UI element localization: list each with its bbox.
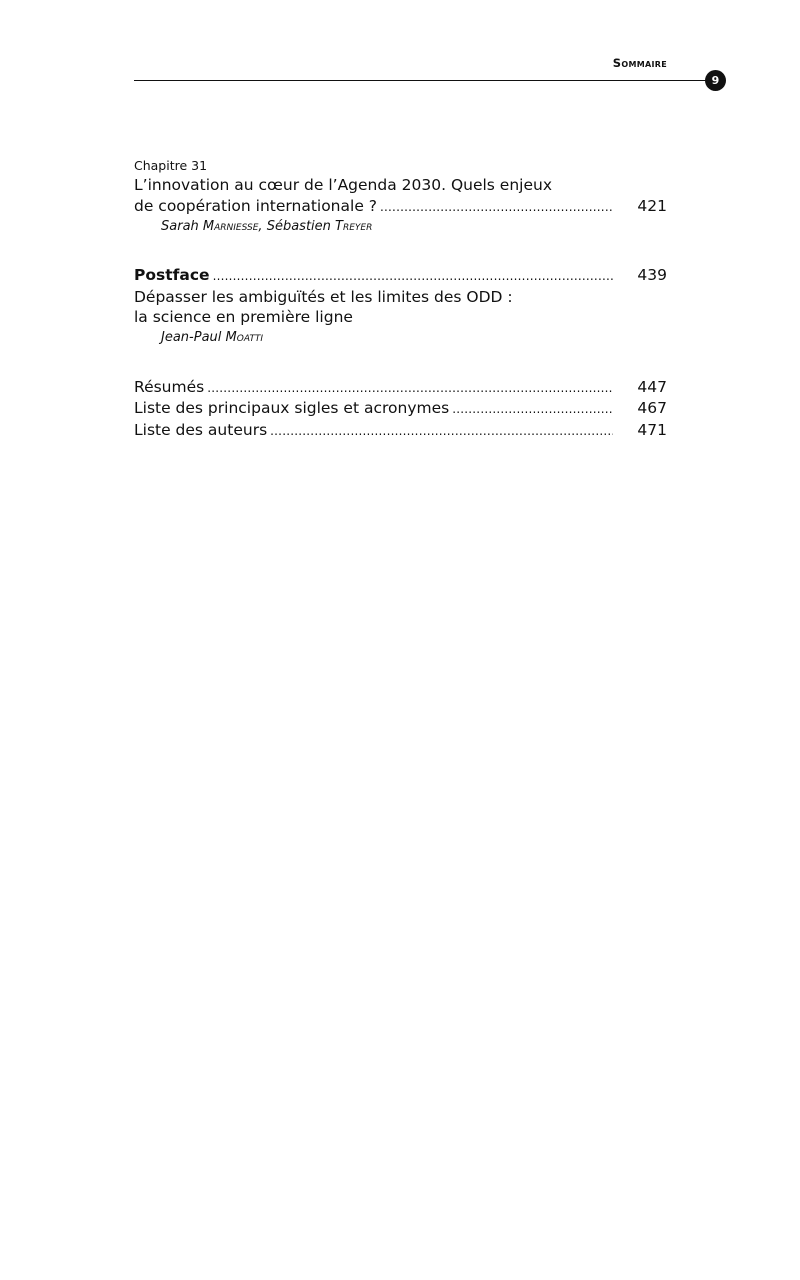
chapter-title-line-1: L’innovation au cœur de l’Agenda 2030. Quels enjeux [134, 176, 553, 194]
page-ref: 447 [637, 377, 667, 396]
running-head: Sommaire [612, 56, 667, 70]
postface-heading: Postface [134, 266, 210, 284]
author-last-name: Marniesse [202, 219, 259, 234]
author-first-name: Sébastien [266, 219, 331, 234]
entry-title: Liste des principaux sigles et acronymes [134, 399, 450, 417]
page-ref: 439 [637, 266, 667, 284]
postface-author [134, 328, 667, 348]
page-number-badge: 9 [705, 70, 726, 91]
postface-heading-row [134, 265, 667, 287]
postface-subtitle-line-1: Dépasser les ambiguïtés et les limites des ODD : [134, 287, 513, 306]
table-of-contents [134, 157, 667, 441]
page-ref: 471 [637, 420, 667, 439]
author-last-name: Treyer [335, 219, 373, 234]
page-ref: 421 [637, 196, 667, 215]
page-ref: 467 [637, 399, 667, 417]
dot-leader [207, 377, 613, 399]
chapter-title-line-2 [134, 196, 667, 218]
entry-title: Liste des auteurs [134, 420, 268, 439]
entry-title: Résumés [134, 377, 205, 396]
dot-leader [270, 420, 613, 442]
dot-leader [380, 196, 613, 218]
author-last-name: Moatti [225, 329, 263, 345]
toc-back-matter [134, 377, 667, 442]
dot-leader [452, 398, 613, 420]
dot-leader [213, 265, 613, 287]
toc-entry-chapter-31 [134, 157, 667, 237]
toc-entry-resumes [134, 377, 667, 399]
author-separator: , [258, 219, 263, 234]
chapter-label: Chapitre 31 [134, 158, 208, 173]
chapter-authors [134, 217, 667, 237]
header-rule [134, 80, 718, 81]
toc-entry-postface [134, 265, 667, 348]
postface-subtitle-line-2: la science en première ligne [134, 308, 353, 326]
author-first-name: Jean-Paul [161, 329, 222, 345]
author-first-name: Sarah [161, 219, 199, 234]
toc-entry-sigles [134, 398, 667, 420]
chapter-title-text: de coopération internationale ? [134, 196, 378, 215]
toc-entry-auteurs [134, 420, 667, 442]
